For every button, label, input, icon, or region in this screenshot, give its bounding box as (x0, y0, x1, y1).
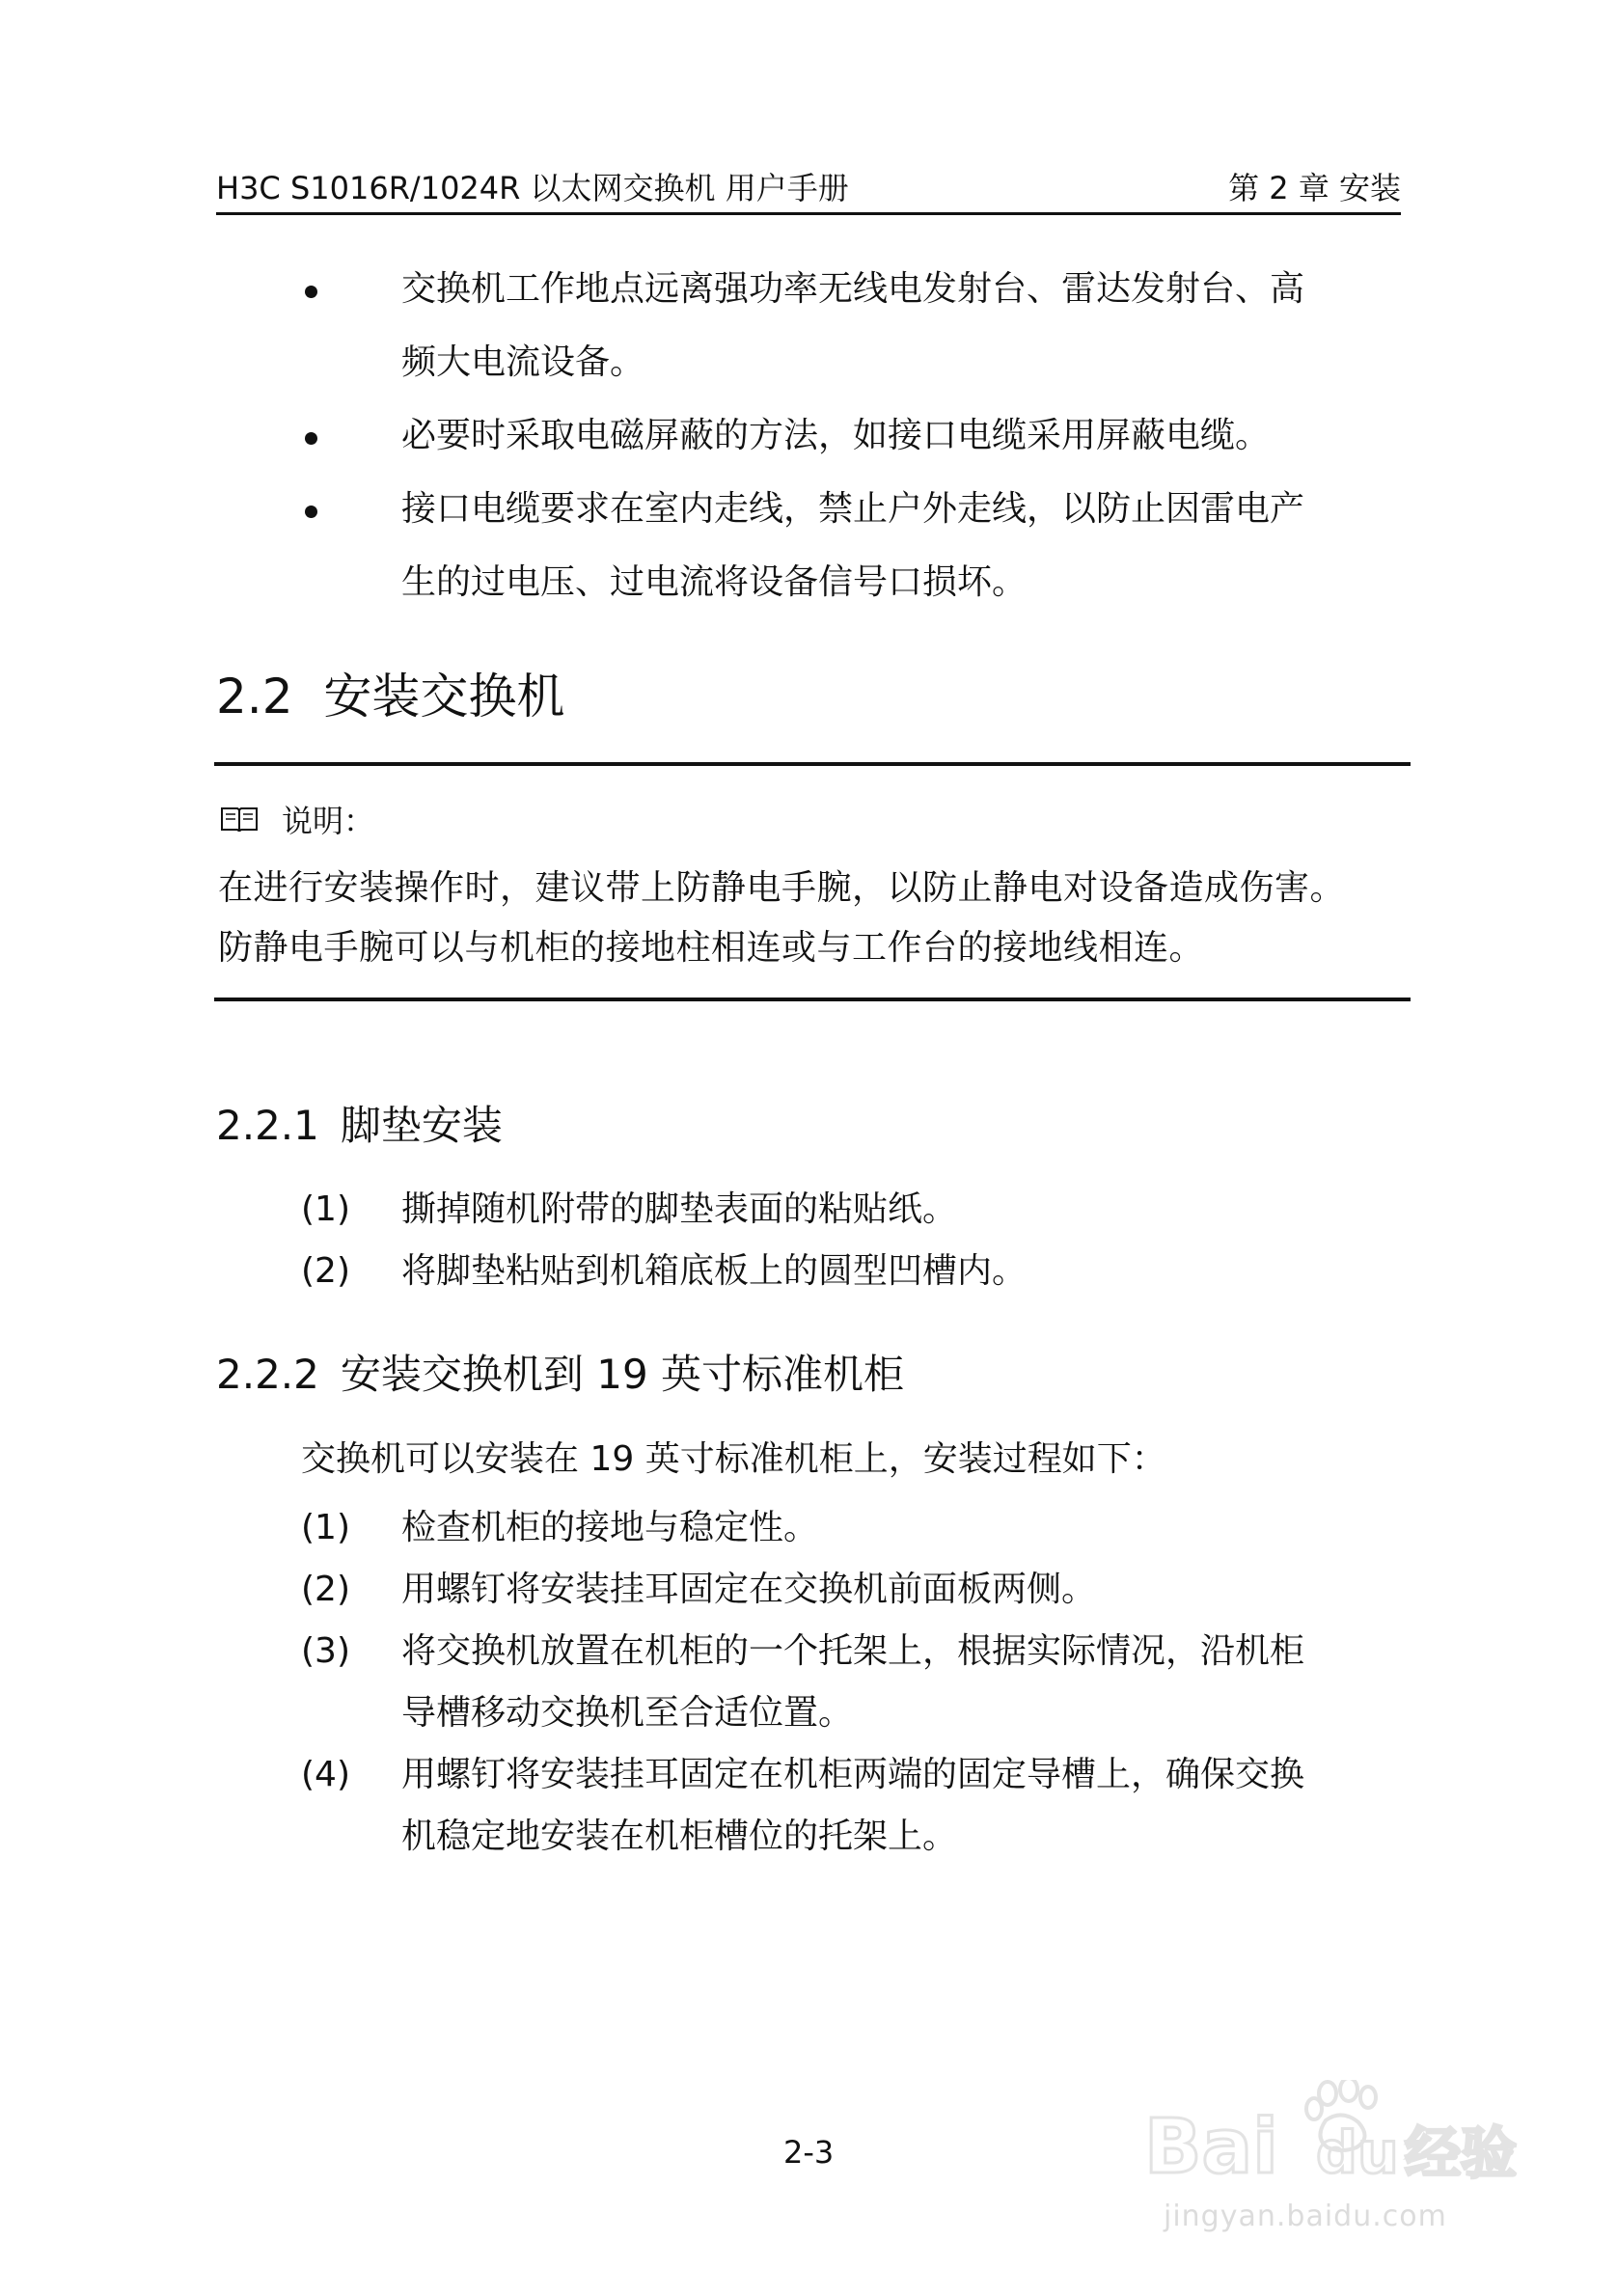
bullet-line: 交换机工作地点远离强功率无线电发射台、雷达发射台、高 (401, 269, 1305, 309)
step-list (216, 1179, 1405, 1302)
baidu-logo-icon (1144, 2080, 1530, 2186)
step-item (216, 1621, 1405, 1744)
svg-text:Bai: Bai (1144, 2104, 1278, 2186)
step-item (216, 1241, 1405, 1302)
step-item (216, 1497, 1405, 1559)
step-line: 用螺钉将安装挂耳固定在机柜两端的固定导槽上，确保交换 (401, 1755, 1305, 1794)
section-heading (216, 658, 564, 727)
step-list (216, 1497, 1405, 1868)
step-number: (2) (301, 1251, 350, 1291)
note-line: 防静电手腕可以与机柜的接地柱相连或与工作台的接地线相连。 (218, 928, 1205, 968)
svg-text:du: du (1316, 2119, 1399, 2186)
bullet-item (216, 399, 1405, 473)
subsection-heading (216, 1094, 503, 1152)
bullet-line: 生的过电压、过电流将设备信号口损坏。 (401, 562, 1028, 602)
step-item (216, 1179, 1405, 1241)
svg-text:经验: 经验 (1405, 2120, 1518, 2186)
subsection-heading (216, 1343, 904, 1401)
book-icon (220, 805, 259, 834)
header-chapter: 第 2 章 安装 (1228, 170, 1401, 206)
step-line: 用螺钉将安装挂耳固定在交换机前面板两侧。 (401, 1570, 1097, 1609)
bullet-item (216, 473, 1405, 619)
note-title: 说明： (282, 803, 375, 839)
step-line: 将脚垫粘贴到机箱底板上的圆型凹槽内。 (401, 1251, 1028, 1291)
bullet-line: 频大电流设备。 (401, 342, 645, 382)
bullet-dot-icon (305, 432, 317, 445)
step-line: 撕掉随机附带的脚垫表面的粘贴纸。 (401, 1189, 958, 1229)
subsection-number: 2.2.1 (216, 1102, 319, 1149)
step-number: (2) (301, 1570, 350, 1609)
header-document-title: H3C S1016R/1024R 以太网交换机 用户手册 (216, 170, 849, 206)
baidu-jingyan-watermark (1135, 2030, 1530, 2252)
subsection-number: 2.2.2 (216, 1351, 319, 1398)
step-number: (1) (301, 1508, 350, 1547)
page-number: 2-3 (783, 2134, 835, 2171)
section-title: 安装交换机 (323, 669, 565, 724)
step-item (216, 1559, 1405, 1621)
note-title-row (220, 797, 374, 841)
subsection-title: 安装交换机到 19 英寸标准机柜 (340, 1351, 905, 1398)
subsection-intro: 交换机可以安装在 19 英寸标准机柜上，安装过程如下： (301, 1439, 1166, 1479)
page-header (216, 158, 1401, 215)
note-box (214, 762, 1411, 1001)
step-number: (3) (301, 1631, 350, 1671)
bullet-line: 接口电缆要求在室内走线，禁止户外走线，以防止因雷电产 (401, 489, 1305, 529)
watermark-url: jingyan.baidu.com (1164, 2200, 1447, 2233)
step-line: 检查机柜的接地与稳定性。 (401, 1508, 819, 1547)
section-number: 2.2 (216, 669, 293, 724)
step-item (216, 1744, 1405, 1868)
note-line: 在进行安装操作时，建议带上防静电手腕，以防止静电对设备造成伤害。 (218, 868, 1346, 908)
bullet-line: 必要时采取电磁屏蔽的方法，如接口电缆采用屏蔽电缆。 (401, 416, 1271, 455)
bullet-item (216, 253, 1405, 399)
step-line: 机稳定地安装在机柜槽位的托架上。 (401, 1817, 958, 1856)
bullet-list (216, 253, 1405, 619)
bullet-dot-icon (305, 286, 317, 298)
bullet-dot-icon (305, 506, 317, 518)
step-number: (4) (301, 1755, 350, 1794)
step-line: 导槽移动交换机至合适位置。 (401, 1693, 854, 1733)
subsection-title: 脚垫安装 (340, 1102, 503, 1149)
step-number: (1) (301, 1189, 350, 1229)
step-line: 将交换机放置在机柜的一个托架上，根据实际情况，沿机柜 (401, 1631, 1305, 1671)
